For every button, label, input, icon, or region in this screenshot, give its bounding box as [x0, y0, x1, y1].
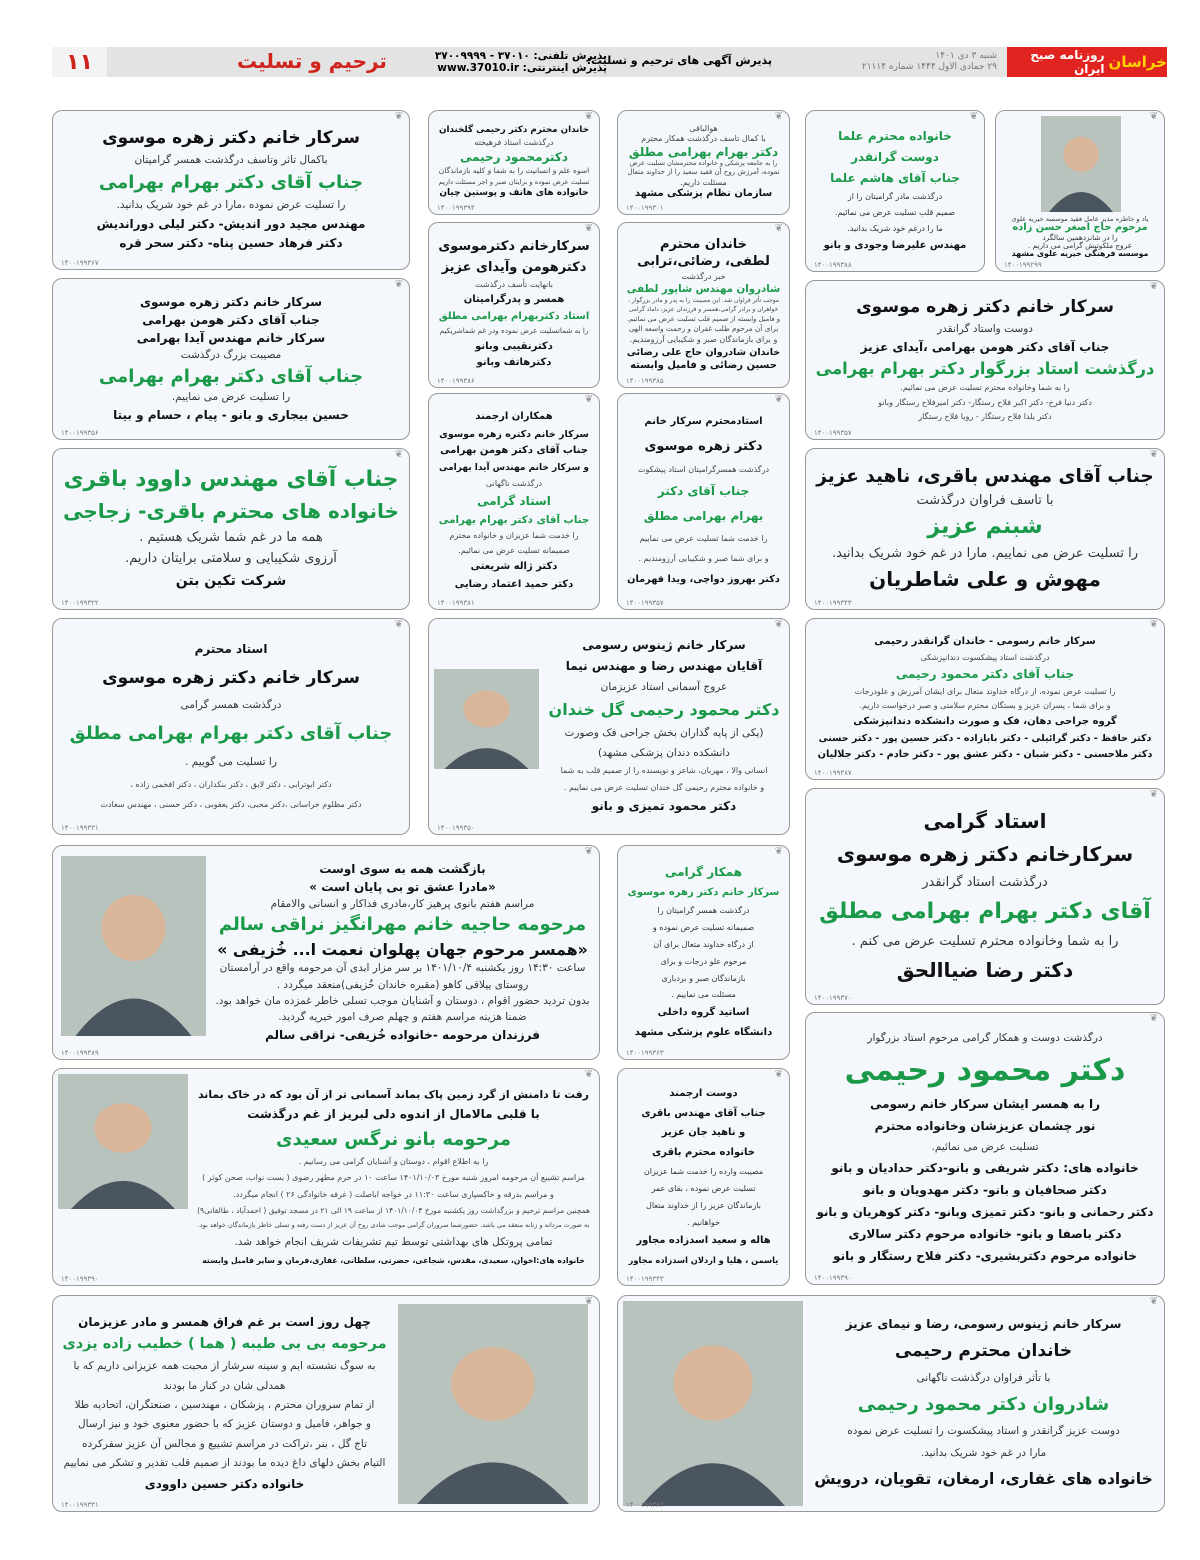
condolence-ad-ostad-gerami	[805, 788, 1165, 1005]
ad-text-line: جناب آقای هاشم علما	[830, 170, 960, 185]
ad-text-line: خانواده محترم باقری	[652, 1147, 755, 1158]
ad-text-line: صمیم قلب تسلیت عرض می نمائیم.	[834, 207, 956, 217]
ad-text-line: مرحوم حاج اصغر حسن زاده	[1012, 222, 1148, 234]
ad-text-line: درگذشت همسر گرامی	[180, 699, 282, 712]
ad-text-line: دوست گرانقدر	[851, 150, 939, 165]
ad-text-line: سرکارخانم دکتر زهره موسوی	[836, 842, 1134, 867]
brand-subtitle: روزنامه صبح ایران	[1030, 48, 1105, 76]
ad-text-line: درگذشت استاد بزرگوار دکتر بهرام بهرامی	[815, 359, 1155, 379]
ad-code: ۱۴۰۰۱۹۹۳۳۱	[61, 824, 99, 832]
portrait-photo	[61, 856, 206, 1036]
ad-text-line: مهندس علیرضا وجودی و بانو	[823, 239, 967, 251]
ad-text-line: خانواده های غفاری، ارمغان، تقویان، درویش	[814, 1469, 1153, 1488]
ad-text-line: نور چشمان عزیزشان وخانواده محترم	[874, 1118, 1096, 1133]
corner-ornament-icon: ❦	[584, 1069, 593, 1080]
ad-text-line: اساتید گروه داخلی	[657, 1007, 750, 1019]
ad-text-line: را به شماتسلیت عرض نموده ودر غم شماشریکیم	[439, 326, 589, 336]
ad-text-line: مراسم هفتم بانوی پرهیز کار،مادری فداکار و انسانی والامقام	[270, 897, 535, 910]
ad-text-line: و سرکار خانم مهندس آیدا بهرامی	[438, 462, 590, 473]
corner-ornament-icon: ❦	[774, 111, 783, 122]
ad-code: ۱۴۰۰۱۹۹۳۲۲	[61, 599, 99, 607]
condolence-ad-khatibzadeh	[52, 1295, 600, 1512]
ad-text-line: شبنم عزیز	[927, 514, 1043, 540]
ad-text-line: مسئلت می نماییم .	[671, 990, 736, 1000]
ad-text-line: سرکار خانم دکتر زهره موسوی	[102, 128, 360, 149]
ad-text-line: ما را درغم خود شریک بدانید.	[847, 223, 943, 233]
ad-text-line: همه ما در غم شما شریک هستیم .	[139, 529, 323, 545]
ad-text-line: دکتر ابوترابی ، دکتر لایق ، دکتر بنکداران ، دکتر افخمی زاده ،	[130, 779, 332, 789]
ad-text-line: دوست ارجمند	[669, 1088, 738, 1100]
ad-text-line: نموده، آمرزش روح آن فقید سعید را از خداوند متعال	[627, 168, 780, 177]
condolence-ad-rasoumi-rahimi	[805, 618, 1165, 780]
ad-text-line: خانواده مرحوم دکتربشیری- دکتر فلاح رستگار و بانو	[833, 1248, 1137, 1263]
ad-text-line: را تسلیت عرض می نماییم. مارا در غم خود شریک بدانید.	[831, 545, 1139, 561]
ad-text-line: جناب آقای دکتر هومن بهرامی	[440, 445, 588, 457]
ad-text-line: خانواده های محترم باقری- زجاجی	[63, 499, 399, 524]
page-header	[52, 47, 1167, 77]
ad-text-line: دکتر فرهاد حسین پناه- دکتر سحر قره	[119, 236, 343, 251]
corner-ornament-icon: ❦	[1149, 619, 1158, 630]
ad-text-line: خانواده های:اخوان، سعیدی، مقدس، شجاعی، حضرتی، سلطانی، غفاری،فرمان و سایر فامیل وابسته	[202, 1255, 585, 1265]
ad-text-line: و فامیل وابسته از صمیم قلب تسلیت عرض می نمائیم.	[626, 315, 781, 324]
ad-code: ۱۴۰۰۱۹۹۳۸۸	[814, 261, 852, 269]
date-line: شنبه ۳ دی ۱۴۰۱	[935, 51, 997, 61]
ad-code: ۱۴۰۰۱۹۹۳۷۰	[814, 994, 852, 1002]
ad-text-line: را تسلیت عرض می نماییم.	[171, 391, 291, 404]
ad-text-line: بازماندگان عزیز را از خداوند متعال	[646, 1200, 761, 1210]
corner-ornament-icon: ❦	[394, 449, 403, 460]
condolence-ad-golkhandan-family	[428, 110, 600, 215]
ad-text-line: با قلبی مالامال از اندوه دلی لبریز از غم درگذشت	[247, 1107, 540, 1122]
ad-text-line: شادروان مهندس شاپور لطفی	[626, 283, 781, 296]
ad-text-line: به سوگ نشسته ایم و سینه سرشار از محبت همه عزیزانی داریم که با	[73, 1360, 376, 1373]
condolence-ad-mousavi-1	[52, 110, 410, 270]
ad-text-line: به صورت مردانه و زنانه منعقد می باشد. حضورشما سروران گرامی موجب شادی روح آن عزیز از دست رفته و تسلی خاطر بازماندگان خواهد بود.	[197, 1220, 590, 1229]
ad-text-line: سرکار خانم ژینوس رسومی، رضا و نیمای عزیز	[845, 1317, 1122, 1332]
ad-text-line: استادمحترم سرکار خانم	[644, 416, 763, 428]
ad-code: ۱۴۰۰۱۹۹۳۵۷	[626, 599, 664, 607]
ad-text-line: مارا در غم خود شریک بدانید.	[920, 1447, 1047, 1460]
ad-acceptance-label: پذیرش آگهی های ترحیم و تسلیت:	[586, 54, 772, 67]
ad-text-line: دکتر ژاله شریعتی	[470, 561, 558, 573]
corner-ornament-icon: ❦	[1149, 1296, 1158, 1307]
ad-text-line: بازماندگان صبر و بردباری	[661, 973, 746, 983]
ad-text-line: هوالباقی	[689, 123, 718, 133]
ad-text-line: خانواده محترم علما	[838, 129, 952, 144]
ad-text-line: مراسم تشییع آن مرحومه امروز شنبه مورخ ۱۴۰۱/۱۰/۰۳ ساعت ۱۰ در حرم مطهر رضوی ( بست نواب، صحن کوثر )	[202, 1173, 585, 1183]
ad-text-line: و مراسم بدرقه و خاکسپاری ساعت ۱۱:۳۰ در خواجه اباصلت ( غرفه خانوادگی ۲۶ ) انجام میگردد.	[233, 1189, 554, 1199]
corner-ornament-icon: ❦	[394, 619, 403, 630]
ad-text-line: ساعت ۱۴:۳۰ روز یکشنبه ۱۴۰۱/۱۰/۴ بر سر مزار ابدی آن مرحومه واقع در آرامستان	[219, 962, 586, 975]
date-line-hijri: ۲۹ جمادی الاول ۱۴۴۴ شماره ۲۱۱۱۴	[861, 62, 997, 72]
ad-code: ۱۴۰۰۱۹۹۳۶۷	[61, 259, 99, 267]
ad-text-line: مصیبت وارده را خدمت شما عزیزان	[643, 1166, 764, 1176]
ad-text-line: همدلی شان در کنار ما بودند	[163, 1379, 286, 1392]
ad-text-line: دکترهومن وآیدای عزیز	[441, 259, 587, 275]
corner-ornament-icon: ❦	[1149, 111, 1158, 122]
ad-text-line: همچنین مراسم ترحیم و بزرگداشت روز یکشنبه مورخ ۱۴۰۱/۱۰/۰۴ از ساعت ۱۹ الی ۲۱ در مسجد توفیق ( احمدآباد ، طالقانی۹)	[197, 1206, 590, 1216]
corner-ornament-icon: ❦	[774, 394, 783, 405]
ad-text-line: باکمال تاثر وتاسف درگذشت همسر گرامیتان	[134, 153, 328, 166]
ad-text-line: انسانی والا ، مهربان، شاعر و نویسنده را از صمیم قلب به شما	[560, 766, 768, 776]
ad-text-line: تسلیت عرض می نمائیم.	[931, 1140, 1039, 1153]
corner-ornament-icon: ❦	[584, 846, 593, 857]
ad-text-line: سرکار خانم رسومی - خاندان گرانقدر رحیمی	[874, 635, 1096, 647]
condolence-ad-bagheri-zajaji	[52, 448, 410, 610]
ad-text-line: ضمنا هزینه مراسم هفتم و چهلم صرف امور خیریه گردید.	[278, 1011, 527, 1024]
brand-name: خراسان	[1108, 53, 1167, 71]
ad-contact	[435, 50, 607, 74]
ad-text-line: صمیمانه تسلیت عرض می نمائیم.	[458, 546, 570, 556]
corner-ornament-icon: ❦	[774, 846, 783, 857]
ad-text-line: گروه جراحی دهان، فک و صورت دانشکده دندانپزشکی	[853, 715, 1117, 727]
ad-text-line: دکتر زهره موسوی	[644, 438, 763, 454]
ad-code: ۱۴۰۰۱۹۹۳۹۴	[437, 204, 475, 212]
newspaper-logo	[1007, 47, 1167, 77]
ad-text-line: یاد و خاطره مدیر عامل فقید موسسه خیریه علوی	[1011, 215, 1149, 224]
ad-text-line: را به شما وخانواده محترم تسلیت عرض می نمائیم.	[900, 383, 1070, 393]
ad-text-line: با کمال تاسف درگذشت همکار محترم	[641, 134, 766, 144]
ad-text-line: شرکت تکین بتن	[175, 573, 287, 590]
ad-text-line: حسین بیجاری و بانو - پیام ، حسام و بیتا	[113, 407, 349, 422]
ad-text-line: دکتر حافظ - دکتر گرائیلی - دکتر بابازاده - دکتر حسین پور - دکتر حسنی	[818, 732, 1152, 744]
ad-text-line: موجب تأثر فراوان شد. این مصیبت را به پدر و مادر بزرگوار ،	[627, 297, 780, 305]
ad-text-line: خواهران و برادر گرامی،همسر و فرزندان عزیز، داماد گرامی	[628, 306, 779, 314]
ad-text-line: روستای ییلاقی کاهو (مقبره خاندان خُزیفی)منعقد میگردد .	[276, 978, 529, 991]
ad-code: ۱۴۰۰۱۹۹۳۳۱	[61, 1501, 99, 1509]
ad-text-line: را تسلیت عرض نموده، از درگاه خداوند متعال برای ایشان آمرزش و علودرجات	[854, 686, 1116, 696]
ad-code: ۱۴۰۰۱۹۹۳۰۱	[626, 204, 664, 212]
ad-text-line: تسلیت عرض نموده و برایتان صبر و اجر مسئلت داریم	[438, 177, 590, 186]
ad-text-line: جناب آقای دکتر بهرام بهرامی	[438, 513, 590, 526]
section-title: ترحیم و تسلیت	[237, 49, 387, 73]
ad-text-line: را به جامعه پزشکی و خانواده محترمشان تسلیت عرض	[629, 158, 778, 167]
ad-text-line: دکتر ملاحسنی - دکتر شبان - دکتر عشق پور - دکتر خادم - دکتر جلالیان	[817, 749, 1153, 761]
ad-code: ۱۴۰۰۱۹۹۳۵۷	[814, 429, 852, 437]
ad-text-line: همکاران ارجمند	[475, 411, 553, 423]
ad-text-line: خانواده های: دکتر شریفی و بانو-دکتر حدادیان و بانو	[831, 1160, 1139, 1175]
ad-code: ۱۴۰۰۱۹۹۳۸۵	[626, 377, 664, 385]
ad-code: ۱۴۰۰۱۹۹۳۸۹	[61, 1049, 99, 1057]
ad-text-line: مرحومه بی بی طیبه ( هما ) خطیب زاده یزدی	[62, 1335, 387, 1352]
ad-text-line: آقایان مهندس رضا و مهندس نیما	[565, 659, 763, 674]
ad-text-line: درگذشت همسرگرامیتان استاد پیشکوت	[637, 464, 770, 474]
condolence-ad-rasoumi-rahimi-2	[617, 1295, 1165, 1512]
portrait-photo	[1041, 116, 1121, 212]
ad-text-line: خاندان محترم دکتر رحیمی گلخندان	[438, 125, 590, 136]
ad-text-line: دانشگاه علوم پزشکی مشهد	[634, 1026, 773, 1038]
ad-text-line: رفت تا دامنش از گرد زمین پاک بماند آسمانی تر از آن بود که در خاک بماند	[198, 1087, 589, 1101]
ad-text-line: خواهانیم .	[687, 1217, 721, 1227]
ad-text-line: دکتر صحافیان و بانو- دکتر مهدویان و بانو	[863, 1183, 1107, 1198]
portrait-photo	[434, 669, 539, 769]
ad-text-line: درگذشت ناگهانی	[485, 478, 543, 488]
corner-ornament-icon: ❦	[1149, 281, 1158, 292]
ad-code: ۱۴۰۰۱۹۹۳۸۷	[814, 769, 852, 777]
phone-number: پذیرش تلفنی: ۳۷۰۱۰ - ۳۷۰۰۹۹۹۹	[434, 50, 607, 62]
corner-ornament-icon: ❦	[394, 279, 403, 290]
ad-text-line: مرحوم علو درجات و برای	[660, 956, 747, 966]
ad-code: ۱۴۰۰۱۹۹۳۸۶	[437, 377, 475, 385]
ad-text-line: مرحومه حاجیه خانم مهرانگیز نراقی سالم	[218, 914, 587, 936]
ad-text-line: دکتر محمود رحیمی گل خندان	[548, 700, 780, 720]
ad-text-line: دوست واستاد گرانقدر	[937, 322, 1033, 335]
ad-text-line: جناب آقای دکتر بهرام بهرامی مطلق	[69, 722, 393, 744]
corner-ornament-icon: ❦	[1149, 449, 1158, 460]
ad-code: ۱۴۰۰۱۹۹۳۹۰	[61, 1275, 99, 1283]
ad-text-line: دکتر بهرام بهرامی مطلق	[628, 144, 779, 159]
ad-text-line: استاد دکتربهرام بهرامی مطلق	[438, 310, 590, 322]
ad-text-line: درگذشت استاد فرهیخته	[474, 137, 554, 147]
ad-text-line: مصیبت بزرگ درگذشت	[180, 349, 282, 362]
ad-text-line: دکتر مظلوم خراسانی ،دکتر محبی، دکتر یعقوبی ، دکتر حسنی ، مهندس سعادت	[100, 800, 362, 810]
ad-text-line: دکتر محمود رحیمی	[844, 1052, 1126, 1088]
condolence-ad-mousavi-homan	[428, 222, 600, 388]
ad-text-line: درگذشت استاد پیشکسوت دندانپزشکی	[920, 652, 1050, 662]
corner-ornament-icon: ❦	[1149, 1013, 1158, 1024]
ad-text-line: اسوه علم و انسانیت را به شما و کلیه بازماندگان	[438, 166, 590, 176]
ad-text-line: همکار گرامی	[664, 865, 743, 880]
ad-text-line: خانواده دکتر حسین داوودی	[144, 1476, 305, 1491]
ad-text-line: با تأثر فراوان درگذشت ناگهانی	[916, 1371, 1051, 1384]
ad-text-line: چهل روز است بر غم فراق همسر و مادر عزیزمان	[78, 1314, 371, 1329]
ad-text-line: دوست عزیز گرانقدر و استاد پیشکسوت را تسلیت عرض نموده	[847, 1425, 1120, 1438]
ad-text-line: جناب آقای دکتر هومن بهرامی	[142, 312, 320, 327]
ad-text-line: دکترهاتف وبانو	[476, 357, 552, 369]
ad-text-line: سرکار خانم ژینوس رسومی	[582, 637, 746, 652]
condolence-ad-olama-family	[805, 110, 985, 272]
ad-text-line: سرکارخانم دکترموسوی	[438, 239, 590, 255]
ad-text-line: «مادرا عشق تو بی پایان است »	[309, 879, 496, 894]
ad-text-line: بانهایت تأسف درگذشت	[475, 280, 553, 290]
ad-text-line: (یکی از پایه گذاران بخش جراحی فک وصورت	[564, 726, 764, 739]
ad-code: ۱۴۰۰۱۹۹۳۹۰	[814, 1274, 852, 1282]
ad-text-line: بدون تردید حضور اقوام ، دوستان و آشنایان موجب تسلی خاطر غمزده مان خواهد بود.	[215, 995, 590, 1008]
corner-ornament-icon: ❦	[584, 1296, 593, 1307]
ad-text-line: تسلیت عرض نموده ، بقای عمر	[651, 1183, 756, 1193]
ad-text-line: جناب آقای دکتر بهرام بهرامی	[98, 171, 364, 193]
ad-text-line: «همسر مرحوم جهان پهلوان نعمت ا... خُزیفی »	[217, 939, 588, 959]
condolence-ad-ostad-mousavi	[617, 393, 790, 610]
ad-text-line: استاد محترم	[194, 641, 268, 656]
ad-text-line: و جواهر، فامیل و دوستان عزیز که با حضور معنوی خود و نیز ارسال	[78, 1418, 371, 1431]
ad-text-line: درگذشت استاد گرانقدر	[922, 874, 1048, 890]
ad-text-line: شادروان دکتر محمود رحیمی	[857, 1393, 1110, 1415]
ad-text-line: جناب آقای دکتر هومن بهرامی ،آیدای عزیز	[860, 339, 1110, 354]
corner-ornament-icon: ❦	[584, 223, 593, 234]
ad-text-line: از درگاه خداوند متعال برای آن	[653, 939, 754, 949]
portrait-photo	[398, 1304, 588, 1504]
ad-code: ۱۴۰۰۱۹۹۳۶۳	[626, 1049, 664, 1057]
ad-text-line: برای آن مرحوم طلب غفران و رحمت واسعه الهی	[628, 323, 779, 333]
ad-text-line: را خدمت شما تسلیت عرض می نماییم	[639, 534, 768, 544]
ad-text-line: دکتر رضا ضیاالحق	[896, 958, 1074, 983]
ad-text-line: درگذشت دوست و همکار گرامی مرحوم استاد بزرگوار	[867, 1032, 1103, 1045]
issue-date	[862, 51, 997, 73]
condolence-ad-ostad-moshtaram	[52, 618, 410, 835]
condolence-ad-lotfi-family	[617, 222, 790, 388]
ad-text-line: استاد گرامی	[477, 493, 551, 508]
ad-text-line: درگذشت همسر گرامیتان را	[657, 906, 750, 916]
ad-text-line: هاله و سعید اسدزاده مجاور	[636, 1234, 771, 1246]
ad-text-line: التیام بخش دلهای داغ دیده ما بودند از صمیم قلب تقدیر و تشکر می نماییم	[63, 1457, 386, 1470]
ad-text-line: عروج ملکوتیش گرامی می داریم .	[1027, 240, 1133, 250]
ad-text-line: یاسمن ، هلیا و اردلان اسدزاده مجاور	[628, 1254, 779, 1265]
corner-ornament-icon: ❦	[774, 223, 783, 234]
ad-text-line: حسین رضائی و فامیل وابسته	[630, 360, 777, 372]
condolence-ad-memorial-asghar-hasanzadeh	[995, 110, 1165, 272]
ad-text-line: را به همسر ایشان سرکار خانم رسومی	[869, 1096, 1101, 1111]
ad-code: ۱۴۰۰۱۹۹۳۵۶	[61, 429, 99, 437]
ad-text-line: جناب آقای دکتر بهرام بهرامی	[98, 365, 364, 387]
condolence-ad-narges-saeidi	[52, 1068, 600, 1286]
ad-text-line: همسر و پدرگرامیتان	[463, 294, 565, 306]
ad-text-line: دکترنقیبی وبانو	[475, 340, 553, 352]
ad-text-line: دکتر دنیا فرخ- دکتر اکبر فلاح رستگار- دکتر امیرفلاح رستگار وبانو	[878, 397, 1092, 407]
ad-text-line: بهرام بهرامی مطلق	[643, 509, 764, 524]
ad-code: ۱۴۰۰۱۹۹۳۴۳	[626, 1275, 664, 1283]
ad-text-line: دکتر یلدا فلاح رستگار - رویا فلاح رستگار	[918, 411, 1052, 421]
corner-ornament-icon: ❦	[969, 111, 978, 122]
ad-text-line: سرکار خانم دکتر زهره موسوی	[627, 886, 780, 898]
ad-text-line: و ناهید جان عزیز	[661, 1127, 746, 1139]
ad-text-line: جناب آقای مهندس داوود باقری	[63, 466, 399, 492]
ad-text-line: و برای شما ، پسران عزیز و بستگان محترم سلامتی و صبر درخواست داریم.	[859, 701, 1111, 711]
ad-text-line: دانشکده دندان پزشکی مشهد)	[598, 746, 730, 759]
corner-ornament-icon: ❦	[774, 1069, 783, 1080]
ad-text-line: سرکار خانم دکتر زهره موسوی	[856, 297, 1114, 318]
corner-ornament-icon: ❦	[774, 619, 783, 630]
ad-text-line: بازگشت همه به سوی اوست	[319, 861, 486, 876]
ad-text-line: از تمام سروران محترم ، پزشکان ، مهندسین ، صنعتگران، اتحادیه طلا	[74, 1399, 375, 1412]
condolence-ad-mousavi-3	[805, 280, 1165, 440]
condolence-ad-rasoumi-golkhandan	[428, 618, 790, 835]
ad-text-line: خانواده های هاتف و پوستین چیان	[439, 187, 589, 198]
ad-text-line: را در شانزدهمین سالگرد	[1042, 232, 1118, 242]
corner-ornament-icon: ❦	[584, 394, 593, 405]
page-number: ۱۱	[52, 47, 107, 77]
ad-text-line: درگذشت مادر گرامیتان را از	[847, 191, 943, 201]
ad-text-line: را به شما وخانواده محترم تسلیت عرض می کنم .	[851, 934, 1119, 950]
ad-text-line: دکترمحمود رحیمی	[459, 149, 569, 164]
ad-text-line: آقای دکتر بهرام بهرامی مطلق	[819, 898, 1151, 924]
ad-code: ۱۴۰۰۱۹۹۳۸۴	[626, 1501, 664, 1509]
ad-text-line: سرکار خانم مهندس آیدا بهرامی	[136, 331, 326, 346]
ad-text-line: موسسه فرهنگی خیریه علوی مشهد	[1011, 248, 1149, 258]
ad-text-line: را خدمت شما عزیزان و خانواده محترم	[449, 531, 579, 541]
corner-ornament-icon: ❦	[584, 111, 593, 122]
ad-text-line: سرکار خانم دکتر زهره موسوی	[102, 667, 360, 688]
ad-text-line: و برای بازماندگان صبر و شکیبایی آرزومندیم.	[629, 335, 778, 345]
ad-text-line: را به اطلاع اقوام ، دوستان و آشنایان گرامی می رسانیم .	[298, 1157, 489, 1167]
condolence-ad-hamkar-gerami	[617, 845, 790, 1060]
condolence-ad-mehrangiz-naraghi	[52, 845, 600, 1060]
corner-ornament-icon: ❦	[394, 111, 403, 122]
ad-text-line: خاندان محترم	[659, 236, 748, 252]
ad-text-line: خاندان محترم رحیمی	[894, 1341, 1073, 1362]
ad-text-line: مرحومه بانو نرگس سعیدی	[276, 1128, 511, 1150]
portrait-photo	[623, 1301, 803, 1506]
website-link[interactable]: پذیرش اینترنتی: www.37010.ir	[437, 62, 607, 74]
ad-text-line: جناب آقای مهندس باقری	[641, 1107, 766, 1119]
ad-text-line: سرکار خانم دکتره زهره موسوی	[439, 428, 589, 440]
ad-text-line: دکتر حمید اعتماد رضایی	[454, 578, 574, 590]
ad-text-line: مهندس مجید دور اندیش- دکتر لیلی دوراندیش	[96, 216, 366, 231]
condolence-ad-mousavi-2	[52, 278, 410, 440]
ad-text-line: را تسلیت می گوییم .	[185, 755, 277, 768]
ad-text-line: سرکار خانم دکتر زهره موسوی	[140, 294, 322, 309]
ad-text-line: دکتر محمود تمیزی و بانو	[591, 799, 737, 814]
ad-text-line: جناب آقای دکتر	[657, 484, 750, 499]
ad-code: ۱۴۰۰۱۹۹۲۹۹	[1004, 261, 1042, 269]
ad-text-line: عروج آسمانی استاد عزیزمان	[600, 680, 728, 693]
ad-text-line: و خانواده محترم رحیمی گل خندان تسلیت عرض می نماییم .	[563, 782, 765, 792]
condolence-ad-colleagues	[428, 393, 600, 610]
ad-code: ۱۴۰۰۱۹۹۳۸۱	[437, 599, 475, 607]
ad-text-line: فرزندان مرحومه -خانواده خُزیفی- نراقی سالم	[265, 1027, 540, 1042]
ad-text-line: جناب آقای دکتر محمود رحیمی	[895, 667, 1075, 682]
corner-ornament-icon: ❦	[1149, 789, 1158, 800]
ad-text-line: دکتر باصفا و بانو- خانواده مرحوم دکتر سالاری	[848, 1226, 1122, 1241]
ad-text-line: با تاسف فراوان درگذشت	[916, 493, 1054, 509]
condolence-ad-dr-mahmoud-rahimi	[805, 1012, 1165, 1285]
ad-text-line: مهوش و علی شاطریان	[869, 566, 1101, 591]
ad-code: ۱۴۰۰۱۹۹۳۵۰	[437, 824, 475, 832]
ad-text-line: سازمان نظام پزشکی مشهد	[634, 188, 773, 200]
ad-text-line: لطفی، رضائی،ترابی	[637, 254, 770, 270]
ad-text-line: جناب آقای مهندس باقری، ناهید عزیز	[816, 465, 1154, 487]
ad-text-line: و برای شما صبر و شکیبایی آرزومندیم .	[638, 554, 769, 563]
ad-text-line: تمامی پروتکل های بهداشتی توسط تیم تشریفات شریف انجام خواهد شد.	[234, 1236, 553, 1249]
ad-code: ۱۴۰۰۱۹۹۳۴۳	[814, 599, 852, 607]
condolence-ad-medical-council	[617, 110, 790, 215]
ad-text-line: مسئلت داریم.	[680, 177, 727, 187]
ad-text-line: صمیمانه تسلیت عرض نموده و	[652, 923, 755, 932]
ad-text-line: استاد گرامی	[923, 809, 1047, 834]
ad-text-line: تاج گل ، بنر ،تراکت در مراسم تشییع و مجالس آن عزیز سفرکرده	[81, 1437, 368, 1450]
ad-text-line: را تسلیت عرض نموده ،مارا در غم خود شریک بدانید.	[116, 198, 346, 211]
ad-text-line: خاندان شادروان حاج علی رضائی	[626, 346, 781, 358]
condolence-ad-bagheri-friends	[617, 1068, 790, 1286]
ad-text-line: دکتر رحمانی و بانو- دکتر تمیزی وبانو- دکتر کوهریان و بانو	[816, 1205, 1154, 1220]
ad-text-line: خبر درگذشت	[681, 271, 726, 281]
condolence-ad-bagheri-shabnam	[805, 448, 1165, 610]
ad-text-line: آرزوی شکیبایی و سلامتی برایتان داریم.	[125, 551, 337, 567]
ad-text-line: دکتر بهروز دواچی، ویدا قهرمان	[627, 573, 780, 585]
portrait-photo	[58, 1074, 188, 1209]
